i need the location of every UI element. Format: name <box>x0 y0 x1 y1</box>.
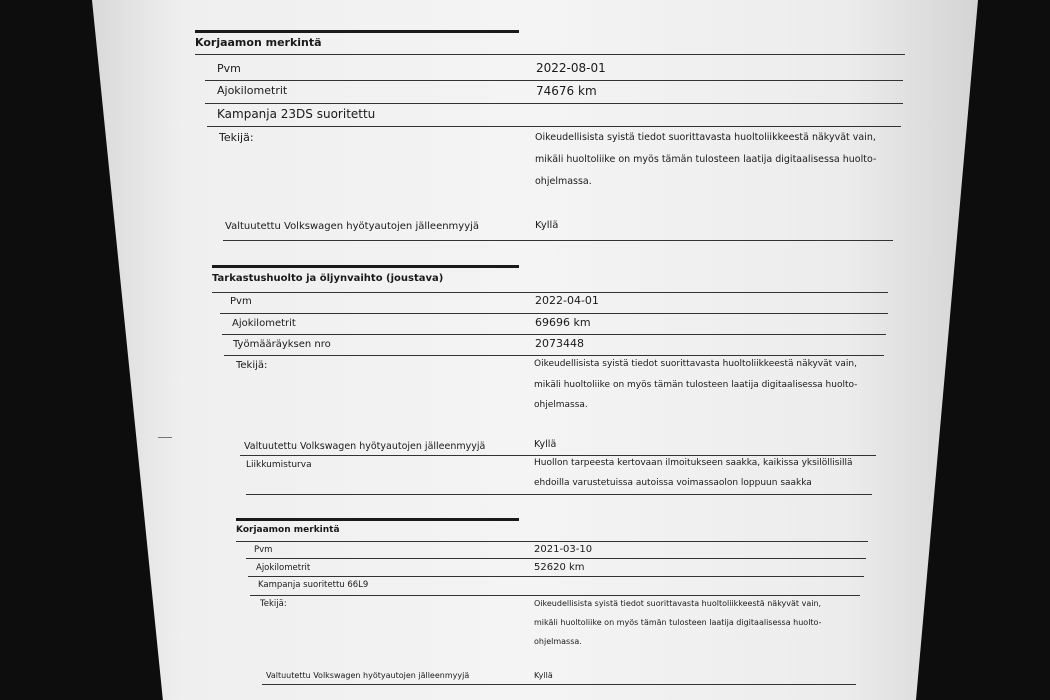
date-value: 2022-04-01 <box>535 294 599 307</box>
date-value: 2021-03-10 <box>534 544 593 555</box>
section-title: Tarkastushuolto ja öljynvaihto (joustava) <box>212 273 444 284</box>
row-rule <box>246 558 866 559</box>
mobility-text-line-2: ehdoilla varustetuissa autoissa voimassaolon loppuun saakka <box>534 478 812 488</box>
row-rule <box>262 684 856 685</box>
campaign-text: Kampanja suoritettu 66L9 <box>258 580 369 590</box>
performer-text-line-2: mikäli huoltoliike on myös tämän tulosteen laatija digitaalisessa huolto- <box>534 380 858 390</box>
date-label: Pvm <box>254 545 273 555</box>
mileage-value: 74676 km <box>536 84 597 98</box>
performer-text-line-1: Oikeudellisista syistä tiedot suorittavasta huoltoliikkeestä näkyvät vain, <box>535 132 876 143</box>
row-rule <box>246 494 872 495</box>
row-rule <box>212 292 888 293</box>
mileage-label: Ajokilometrit <box>232 318 296 329</box>
mobility-text-line-1: Huollon tarpeesta kertovaan ilmoitukseen saakka, kaikissa yksilöllisillä <box>534 458 853 468</box>
pen-mark <box>158 437 172 438</box>
row-rule <box>207 126 901 127</box>
section-bar <box>212 265 519 268</box>
row-rule <box>236 541 868 542</box>
date-label: Pvm <box>217 62 241 75</box>
mobility-label: Liikkumisturva <box>246 460 312 470</box>
work-order-label: Työmääräyksen nro <box>233 339 331 350</box>
performer-text-line-2: mikäli huoltoliike on myös tämän tulosteen laatija digitaalisessa huolto- <box>535 154 877 165</box>
performer-label: Tekijä: <box>260 599 287 609</box>
performer-label: Tekijä: <box>219 131 254 144</box>
campaign-text: Kampanja 23DS suoritettu <box>217 107 376 121</box>
performer-text-line-1: Oikeudellisista syistä tiedot suorittavasta huoltoliikkeestä näkyvät vain, <box>534 359 857 369</box>
section-title: Korjaamon merkintä <box>195 36 322 49</box>
dealer-value: Kyllä <box>535 220 559 231</box>
row-rule <box>205 103 903 104</box>
performer-text-line-1: Oikeudellisista syistä tiedot suorittavasta huoltoliikkeestä näkyvät vain, <box>534 599 822 608</box>
mileage-value: 52620 km <box>534 562 585 573</box>
performer-text-line-3: ohjelmassa. <box>534 400 588 410</box>
row-rule <box>222 334 886 335</box>
date-value: 2022-08-01 <box>536 61 606 75</box>
performer-text-line-3: ohjelmassa. <box>535 176 592 187</box>
section-title: Korjaamon merkintä <box>236 525 340 535</box>
row-rule <box>223 240 893 241</box>
performer-label: Tekijä: <box>236 360 268 371</box>
row-rule <box>195 54 905 55</box>
row-rule <box>240 455 876 456</box>
dealer-label: Valtuutettu Volkswagen hyötyautojen jälleenmyyjä <box>225 221 480 232</box>
performer-text-line-3: ohjelmassa. <box>534 637 582 646</box>
work-order-value: 2073448 <box>535 337 584 350</box>
dealer-value: Kyllä <box>534 439 557 450</box>
date-label: Pvm <box>230 296 252 307</box>
row-rule <box>250 595 860 596</box>
section-bar <box>195 30 519 33</box>
mileage-label: Ajokilometrit <box>217 84 288 97</box>
row-rule <box>220 313 888 314</box>
dealer-label: Valtuutettu Volkswagen hyötyautojen jälleenmyyjä <box>266 671 470 680</box>
section-bar <box>236 518 519 521</box>
dealer-label: Valtuutettu Volkswagen hyötyautojen jälleenmyyjä <box>244 441 486 452</box>
dealer-value: Kyllä <box>534 671 553 680</box>
performer-text-line-2: mikäli huoltoliike on myös tämän tulosteen laatija digitaalisessa huolto- <box>534 618 822 627</box>
mileage-value: 69696 km <box>535 316 591 329</box>
mileage-label: Ajokilometrit <box>256 563 311 573</box>
row-rule <box>248 576 864 577</box>
row-rule <box>205 80 903 81</box>
row-rule <box>224 355 884 356</box>
